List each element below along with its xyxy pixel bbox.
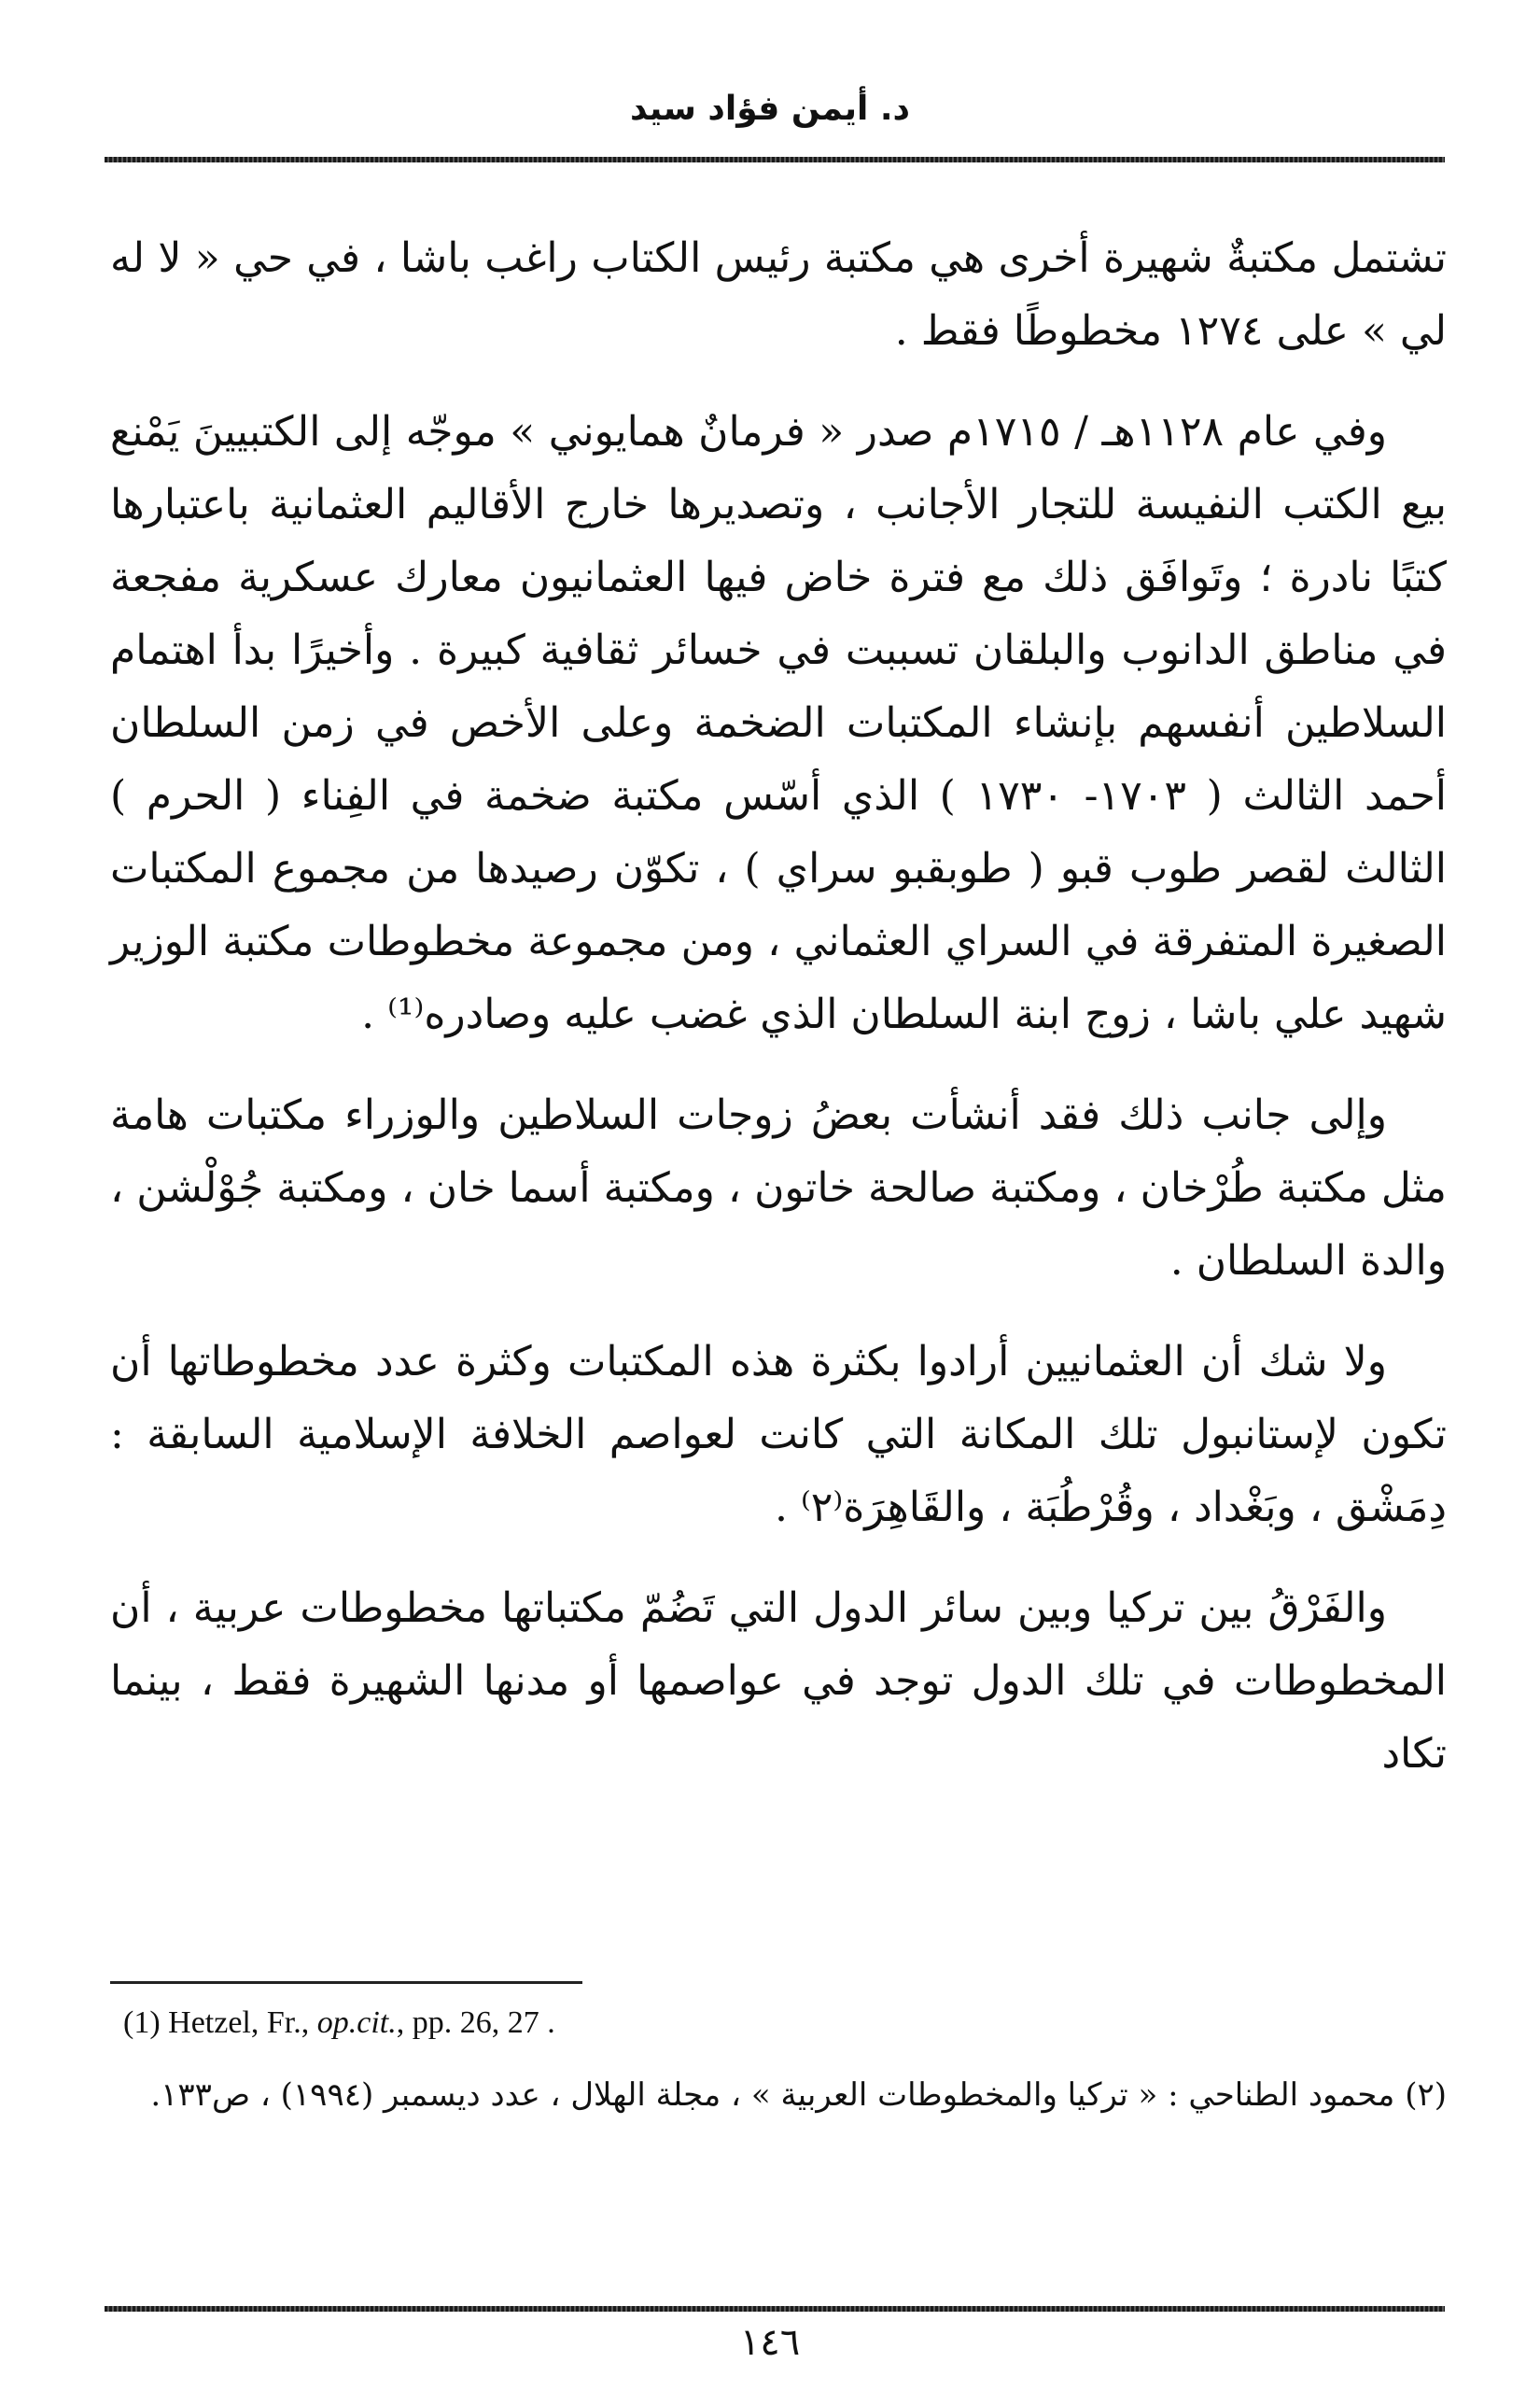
footnote-separator	[110, 1981, 582, 1984]
paragraph: تشتمل مكتبةٌ شهيرة أخرى هي مكتبة رئيس الكتاب راغب باشا ، في حي « لا له لي » على ١٢٧٤ مخطوطًا فقط .	[110, 234, 1447, 355]
running-head-author: د. أيمن فؤاد سيد	[630, 90, 910, 128]
body-text	[110, 222, 1447, 1819]
paragraph: وإلى جانب ذلك فقد أنشأت بعضُ زوجات السلاطين والوزراء مكتبات هامة مثل مكتبة طُرْخان ، ومكتبة صالحة خاتون ، ومكتبة أسما خان ، ومكتبة جُوْلْشن ، والدة السلطان .	[110, 1091, 1447, 1285]
footnote-marker: (1)	[123, 2005, 161, 2040]
page-number: ١٤٦	[739, 2321, 801, 2364]
footnote-pages: , pp. 26, 27 .	[396, 2005, 555, 2040]
footnote-opcit: op.cit.	[316, 2005, 397, 2040]
paragraph: ولا شك أن العثمانيين أرادوا بكثرة هذه المكتبات وكثرة عدد مخطوطاتها أن تكون لإستانبول تلك المكانة التي كانت لعواصم الخلافة الإسلامية السابقة : دِمَشْق ، وبَغْداد ، وقُرْطُبَة ، والقَاهِرَة⁽٢⁾ .	[110, 1338, 1447, 1531]
footnote-author: Hetzel, Fr.,	[168, 2005, 317, 2040]
footer-rule	[105, 2306, 1445, 2312]
footnote-2: (٢) محمود الطناحي : « تركيا والمخطوطات العربية » ، مجلة الهلال ، عدد ديسمبر (١٩٩٤) ، ص١٣٣.	[150, 2076, 1447, 2114]
paragraph: وفي عام ١١٢٨هـ / ١٧١٥م صدر « فرمانٌ همايوني » موجّه إلى الكتبيينَ يَمْنع بيع الكتب النفيسة للتجار الأجانب ، وتصديرها خارج الأقاليم العثمانية باعتبارها كتبًا نادرة ؛ وتَوافَق ذلك مع فترة خاض فيها العثمانيون معارك عسكرية مفجعة في مناطق الدانوب والبلقان تسببت في خسائر ثقافية كبيرة . وأخيرًا بدأ اهتمام السلاطين أنفسهم بإنشاء المكتبات الضخمة وعلى الأخص في زمن السلطان أحمد الثالث ( ١٧٠٣- ١٧٣٠ ) الذي أسّس مكتبة ضخمة في الفِناء ( الحرم ) الثالث لقصر طوب قبو ( طوبقبو سراي ) ، تكوّن رصيدها من مجموع المكتبات الصغيرة المتفرقة في السراي العثماني ، ومن مجموعة مخطوطات مكتبة الوزير شهيد علي باشا ، زوج ابنة السلطان الذي غضب عليه وصادره⁽¹⁾ .	[110, 408, 1447, 1038]
header-rule	[105, 157, 1445, 162]
paragraph: والفَرْقُ بين تركيا وبين سائر الدول التي تَضُمّ مكتباتها مخطوطات عربية ، أن المخطوطات في تلك الدول توجد في عواصمها أو مدنها الشهيرة فقط ، بينما تكاد	[110, 1584, 1447, 1778]
footnote-1	[123, 2005, 555, 2041]
